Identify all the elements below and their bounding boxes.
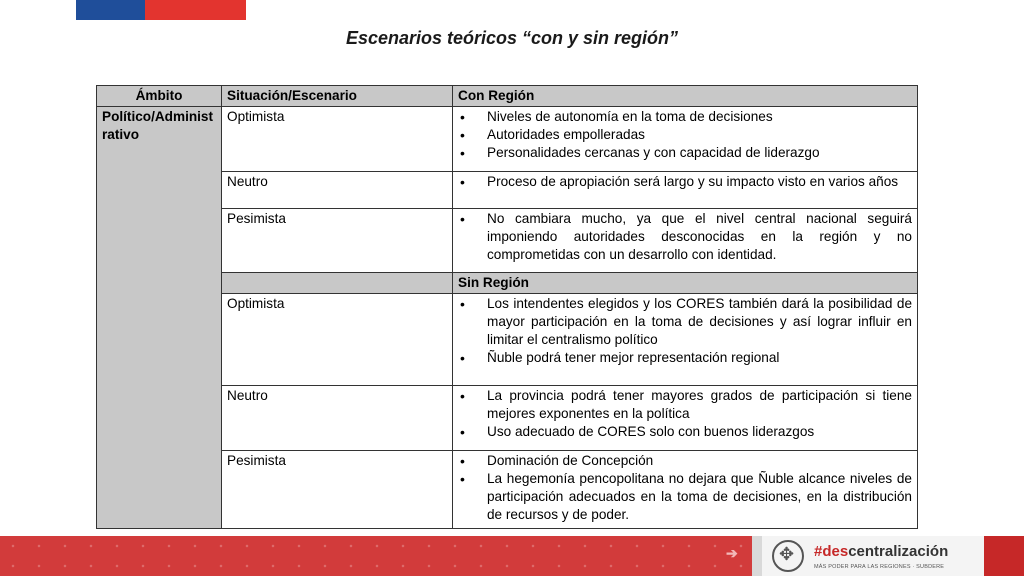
list-item: • Personalidades cercanas y con capacidad de liderazgo [458, 144, 912, 162]
list-item: • No cambiara mucho, ya que el nivel central nacional seguirá imponiendo autoridades desconocidas en la región y no comprometidas con un desarrollo con identidad. [458, 210, 912, 264]
logo-hash-text: #des [814, 543, 849, 560]
items-cell [453, 451, 918, 529]
table-row [97, 107, 918, 172]
items-cell [453, 107, 918, 172]
items-cell [453, 209, 918, 273]
escenario-cell: Pesimista [222, 451, 453, 529]
flag-red-stripe [145, 0, 246, 20]
escenario-cell: Optimista [222, 107, 453, 172]
escenario-cell: Optimista [222, 294, 453, 386]
logo-rest-text: centralización [848, 543, 949, 560]
list-item: • Dominación de Concepción [458, 452, 912, 470]
descentralizacion-logo [814, 543, 948, 560]
table-header-row [97, 86, 918, 107]
header-con-region: Con Región [453, 86, 918, 107]
flag-blue-stripe [76, 0, 145, 20]
items-cell [453, 294, 918, 386]
header-sin-region: Sin Región [453, 273, 918, 294]
footer-red-corner [984, 536, 1024, 576]
logo-subtitle: MÁS PODER PARA LAS REGIONES · SUBDERE [814, 564, 945, 570]
list-item: • Autoridades empolleradas [458, 126, 912, 144]
slide-title: Escenarios teóricos “con y sin región” [345, 28, 679, 48]
list-item: • Los intendentes elegidos y los CORES también dará la posibilidad de mayor participación en la toma de decisiones y así lograr influir en limitar el centralismo político [458, 295, 912, 349]
list-item: • Proceso de apropiación será largo y su impacto visto en varios años [458, 173, 912, 191]
compass-seal-icon [772, 540, 804, 572]
escenario-cell: Pesimista [222, 209, 453, 273]
footer-red-band [0, 536, 752, 576]
ambito-cell [97, 107, 222, 529]
list-item: • La provincia podrá tener mayores grados de participación si tiene mejores exponentes en la política [458, 387, 912, 423]
list-item: • Niveles de autonomía en la toma de decisiones [458, 108, 912, 126]
scenarios-table [96, 85, 918, 529]
list-item: • La hegemonía pencopolitana no dejara que Ñuble alcance niveles de participación adecuados en la toma de decisiones, en la distribución de recursos y de poder. [458, 470, 912, 524]
escenario-cell: Neutro [222, 386, 453, 451]
sin-region-blank [222, 273, 453, 294]
list-item: • Uso adecuado de CORES solo con buenos liderazgos [458, 423, 912, 441]
items-cell [453, 386, 918, 451]
list-item: • Ñuble podrá tener mejor representación regional [458, 349, 912, 367]
items-cell [453, 172, 918, 209]
next-arrow-icon[interactable]: ➔ [726, 545, 738, 561]
header-ambito: Ámbito [97, 86, 222, 107]
header-situacion: Situación/Escenario [222, 86, 453, 107]
escenario-cell: Neutro [222, 172, 453, 209]
ambito-label: Político/Administrativo [102, 109, 214, 142]
